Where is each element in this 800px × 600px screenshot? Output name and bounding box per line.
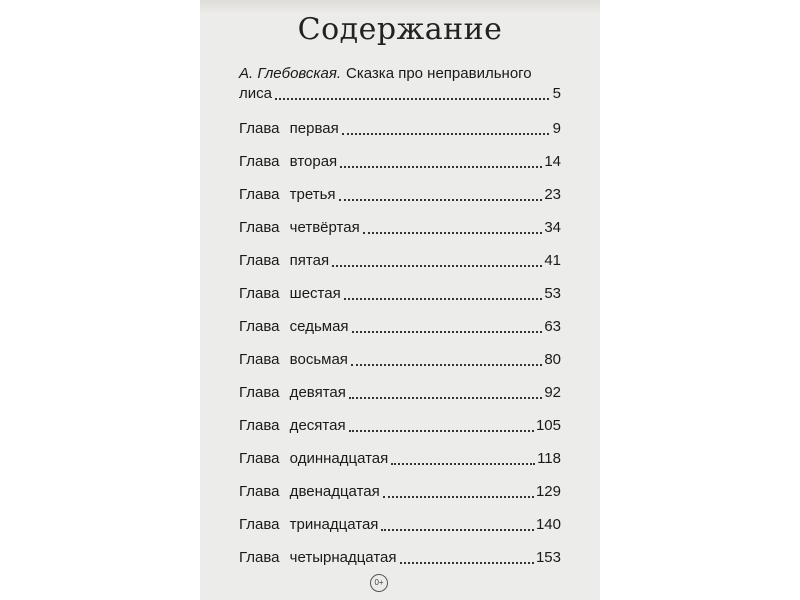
toc-chapter-label: Глава четвёртая [239, 219, 360, 236]
toc-page-number: 153 [535, 549, 561, 566]
toc-entry-chapter [239, 403, 561, 436]
toc-entry-chapter [239, 106, 561, 139]
dot-leader [400, 561, 534, 564]
page-title: Содержание [297, 12, 503, 47]
toc-entry-chapter [239, 139, 561, 172]
toc-chapter-label: Глава шестая [239, 285, 341, 302]
toc-entry-chapter [239, 535, 561, 568]
toc-page-number: 140 [535, 516, 561, 533]
dot-leader [363, 231, 543, 234]
toc-entry-fairy-tale [239, 64, 561, 106]
toc-page-number: 14 [544, 153, 561, 170]
toc-chapter-label: Глава тринадцатая [239, 516, 379, 533]
dot-leader [339, 198, 543, 201]
toc-chapter-label: Глава пятая [239, 252, 330, 269]
toc-chapter-label: Глава одиннадцатая [239, 450, 389, 467]
toc-page-number: 9 [552, 120, 561, 137]
toc-entry-title: Сказка про неправильного [346, 65, 532, 82]
dot-leader [342, 132, 549, 135]
dot-leader [340, 165, 542, 168]
toc-entry-chapter [239, 271, 561, 304]
dot-leader [381, 528, 534, 531]
toc-page-number: 80 [544, 351, 561, 368]
toc-chapter-label: Глава первая [239, 120, 339, 137]
table-of-contents [239, 64, 561, 568]
book-page [200, 0, 600, 600]
toc-entry-first-line [239, 64, 561, 84]
toc-chapter-label: Глава восьмая [239, 351, 348, 368]
dot-leader [352, 330, 543, 333]
toc-chapter-label: Глава вторая [239, 153, 338, 170]
dot-leader [344, 297, 543, 300]
dot-leader [351, 363, 542, 366]
dot-leader [391, 462, 535, 465]
toc-entry-chapter [239, 436, 561, 469]
toc-page-number: 41 [544, 252, 561, 269]
toc-entry-chapter [239, 337, 561, 370]
toc-page-number: 129 [535, 483, 561, 500]
toc-page-number: 63 [544, 318, 561, 335]
toc-entry-second-line [239, 84, 561, 104]
toc-entry-chapter [239, 469, 561, 502]
toc-chapter-label: Глава девятая [239, 384, 346, 401]
toc-chapter-label: Глава третья [239, 186, 336, 203]
dot-leader [349, 396, 542, 399]
toc-chapter-label: Глава десятая [239, 417, 346, 434]
toc-entry-title-continued: лиса [239, 85, 272, 102]
toc-page-number: 23 [544, 186, 561, 203]
toc-page-number: 92 [544, 384, 561, 401]
toc-entry-chapter [239, 502, 561, 535]
age-rating-badge: 0+ [370, 574, 388, 592]
toc-chapter-label: Глава четырнадцатая [239, 549, 397, 566]
dot-leader [349, 429, 534, 432]
toc-chapter-label: Глава седьмая [239, 318, 349, 335]
toc-entry-chapter [239, 205, 561, 238]
toc-entry-chapter [239, 172, 561, 205]
toc-page-number: 5 [552, 85, 561, 102]
dot-leader [332, 264, 542, 267]
toc-page-number: 105 [535, 417, 561, 434]
dot-leader [275, 97, 549, 100]
toc-entry-author: А. Глебовская. [239, 65, 342, 82]
dot-leader [383, 495, 534, 498]
toc-entry-chapter [239, 238, 561, 271]
toc-chapter-label: Глава двенадцатая [239, 483, 380, 500]
toc-page-number: 118 [537, 450, 561, 467]
toc-page-number: 34 [544, 219, 561, 236]
toc-entry-chapter [239, 370, 561, 403]
toc-page-number: 53 [544, 285, 561, 302]
toc-entry-chapter [239, 304, 561, 337]
